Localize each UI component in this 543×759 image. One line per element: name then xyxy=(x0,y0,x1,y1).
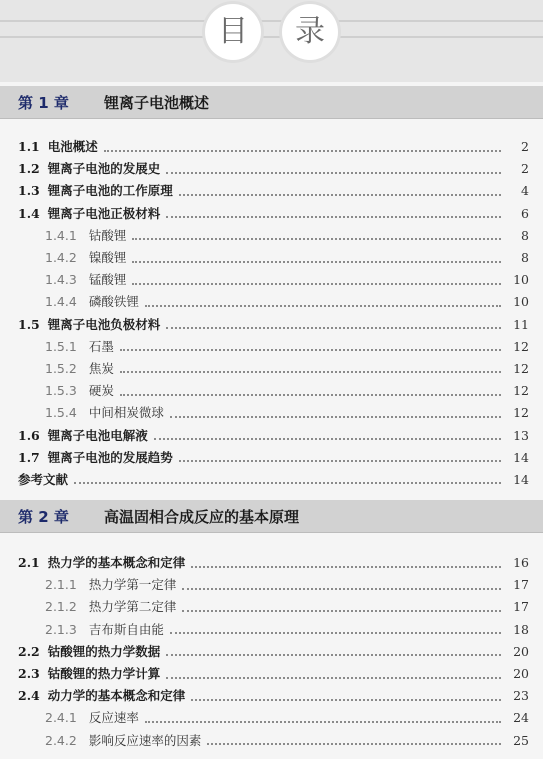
toc-dot-leader xyxy=(166,653,501,656)
toc-page-number: 2 xyxy=(521,139,529,155)
toc-entry-title: 钴酸锂 xyxy=(88,227,127,243)
toc-entry-title: 热力学的基本概念和定律 xyxy=(47,555,186,571)
toc-page-number: 24 xyxy=(513,710,529,726)
toc-entry[interactable] xyxy=(0,707,543,729)
toc-entry[interactable] xyxy=(0,336,543,358)
toc-entry-number: 2.2 xyxy=(18,643,40,659)
toc-dot-leader xyxy=(120,348,501,351)
chapter-2-toc xyxy=(0,552,543,752)
toc-entry-title: 参考文献 xyxy=(18,471,69,487)
toc-entry-title: 锂离子电池负极材料 xyxy=(47,316,161,332)
toc-entry[interactable] xyxy=(0,402,543,424)
toc-page-number: 17 xyxy=(513,599,529,615)
toc-entry-title: 动力学的基本概念和定律 xyxy=(47,688,186,704)
toc-entry-title: 钴酸锂的热力学计算 xyxy=(47,666,161,682)
toc-page-number: 8 xyxy=(521,227,529,243)
toc-entry[interactable] xyxy=(0,469,543,491)
toc-entry-title: 电池概述 xyxy=(47,139,98,155)
toc-entry-title: 反应速率 xyxy=(88,710,139,726)
toc-dot-leader xyxy=(132,237,501,240)
toc-entry[interactable] xyxy=(0,730,543,752)
toc-page-number: 12 xyxy=(513,360,529,376)
toc-entry-title: 硬炭 xyxy=(88,383,114,399)
toc-page-number: 23 xyxy=(513,688,529,704)
toc-entry-title: 中间相炭微球 xyxy=(88,405,164,421)
toc-entry-number: 1.4.4 xyxy=(45,294,77,310)
toc-entry-number: 2.4 xyxy=(18,688,40,704)
toc-entry[interactable] xyxy=(0,641,543,663)
chapter-2-title: 高温固相合成反应的基本原理 xyxy=(104,508,300,526)
toc-entry[interactable] xyxy=(0,358,543,380)
toc-entry-number: 2.1 xyxy=(18,555,40,571)
toc-entry[interactable] xyxy=(0,447,543,469)
toc-entry[interactable] xyxy=(0,136,543,158)
toc-dot-leader xyxy=(182,609,501,612)
toc-entry[interactable] xyxy=(0,574,543,596)
toc-entry[interactable] xyxy=(0,380,543,402)
toc-entry-number: 1.4.2 xyxy=(45,250,77,266)
toc-entry-number: 1.3 xyxy=(18,183,40,199)
toc-page-number: 12 xyxy=(513,338,529,354)
toc-page-number: 12 xyxy=(513,383,529,399)
chapter-1-heading[interactable] xyxy=(0,86,543,119)
toc-entry[interactable] xyxy=(0,158,543,180)
chapter-1-label: 第 1 章 xyxy=(18,94,69,112)
toc-entry-number: 1.5.4 xyxy=(45,405,77,421)
toc-entry-number: 2.3 xyxy=(18,666,40,682)
toc-page-number: 14 xyxy=(513,449,529,465)
toc-page-number: 11 xyxy=(513,316,529,332)
toc-entry-number: 1.4.3 xyxy=(45,272,77,288)
toc-dot-leader xyxy=(191,565,501,568)
toc-entry-title: 锂离子电池正极材料 xyxy=(47,205,161,221)
toc-dot-leader xyxy=(166,215,501,218)
toc-entry[interactable] xyxy=(0,269,543,291)
toc-entry-number: 1.5.1 xyxy=(45,338,77,354)
toc-page-number: 2 xyxy=(521,161,529,177)
chapter-1-title: 锂离子电池概述 xyxy=(104,94,210,112)
toc-page-number: 12 xyxy=(513,405,529,421)
toc-page-number: 18 xyxy=(513,621,529,637)
toc-page-number: 13 xyxy=(513,427,529,443)
toc-entry[interactable] xyxy=(0,225,543,247)
toc-entry[interactable] xyxy=(0,424,543,446)
toc-entry-title: 焦炭 xyxy=(88,360,114,376)
toc-dot-leader xyxy=(145,304,501,307)
page-title xyxy=(0,4,543,64)
toc-page-number: 14 xyxy=(513,471,529,487)
toc-entry-title: 磷酸铁锂 xyxy=(88,294,139,310)
chapter-1-toc xyxy=(0,136,543,491)
title-char-1: 目 xyxy=(205,4,261,60)
toc-entry-title: 锂离子电池电解液 xyxy=(47,427,148,443)
toc-dot-leader xyxy=(74,481,501,484)
toc-entry[interactable] xyxy=(0,203,543,225)
toc-entry-title: 锂离子电池的发展趋势 xyxy=(47,449,173,465)
toc-page-number: 20 xyxy=(513,666,529,682)
toc-dot-leader xyxy=(132,282,501,285)
toc-entry-title: 镍酸锂 xyxy=(88,250,127,266)
toc-entry[interactable] xyxy=(0,247,543,269)
toc-dot-leader xyxy=(170,631,501,634)
toc-entry-number: 1.4 xyxy=(18,205,40,221)
toc-dot-leader xyxy=(179,193,501,196)
toc-dot-leader xyxy=(170,415,501,418)
toc-entry[interactable] xyxy=(0,314,543,336)
toc-dot-leader xyxy=(182,587,501,590)
title-char-2: 录 xyxy=(282,4,338,60)
toc-entry[interactable] xyxy=(0,552,543,574)
toc-dot-leader xyxy=(120,393,501,396)
toc-dot-leader xyxy=(179,459,501,462)
toc-entry-title: 锂离子电池的发展史 xyxy=(47,161,161,177)
toc-entry-number: 1.7 xyxy=(18,449,40,465)
toc-dot-leader xyxy=(191,698,501,701)
toc-entry-number: 1.5.3 xyxy=(45,383,77,399)
toc-page-number: 10 xyxy=(513,272,529,288)
toc-dot-leader xyxy=(132,260,501,263)
toc-page-number: 4 xyxy=(521,183,529,199)
toc-dot-leader xyxy=(145,720,501,723)
toc-page-number: 20 xyxy=(513,643,529,659)
toc-entry-title: 锂离子电池的工作原理 xyxy=(47,183,173,199)
toc-entry[interactable] xyxy=(0,180,543,202)
toc-entry[interactable] xyxy=(0,596,543,618)
toc-page-number: 25 xyxy=(513,732,529,748)
toc-entry[interactable] xyxy=(0,291,543,313)
toc-entry-number: 2.4.2 xyxy=(45,732,77,748)
toc-entry-number: 1.6 xyxy=(18,427,40,443)
toc-entry-number: 2.1.1 xyxy=(45,577,77,593)
toc-dot-leader xyxy=(207,742,501,745)
toc-entry-title: 钴酸锂的热力学数据 xyxy=(47,643,161,659)
toc-entry-number: 1.1 xyxy=(18,139,40,155)
toc-entry-title: 锰酸锂 xyxy=(88,272,127,288)
toc-entry[interactable] xyxy=(0,685,543,707)
toc-page-number: 6 xyxy=(521,205,529,221)
toc-page-number: 16 xyxy=(513,555,529,571)
toc-entry-number: 2.4.1 xyxy=(45,710,77,726)
toc-entry-title: 吉布斯自由能 xyxy=(88,621,164,637)
chapter-2-label: 第 2 章 xyxy=(18,508,69,526)
toc-dot-leader xyxy=(104,149,501,152)
toc-page-number: 8 xyxy=(521,250,529,266)
toc-dot-leader xyxy=(154,437,501,440)
toc-entry-number: 1.5.2 xyxy=(45,360,77,376)
toc-dot-leader xyxy=(120,370,501,373)
toc-dot-leader xyxy=(166,676,501,679)
toc-entry-title: 热力学第一定律 xyxy=(88,577,177,593)
toc-entry-number: 2.1.2 xyxy=(45,599,77,615)
toc-entry[interactable] xyxy=(0,663,543,685)
toc-entry-title: 石墨 xyxy=(88,338,114,354)
toc-entry-number: 1.5 xyxy=(18,316,40,332)
toc-entry-title: 影响反应速率的因素 xyxy=(88,732,202,748)
toc-entry-number: 1.4.1 xyxy=(45,227,77,243)
toc-page-number: 17 xyxy=(513,577,529,593)
toc-entry-number: 1.2 xyxy=(18,161,40,177)
toc-entry-title: 热力学第二定律 xyxy=(88,599,177,615)
toc-dot-leader xyxy=(166,326,501,329)
toc-entry-number: 2.1.3 xyxy=(45,621,77,637)
chapter-2-heading[interactable] xyxy=(0,500,543,533)
toc-page-number: 10 xyxy=(513,294,529,310)
toc-dot-leader xyxy=(166,171,501,174)
toc-entry[interactable] xyxy=(0,619,543,641)
